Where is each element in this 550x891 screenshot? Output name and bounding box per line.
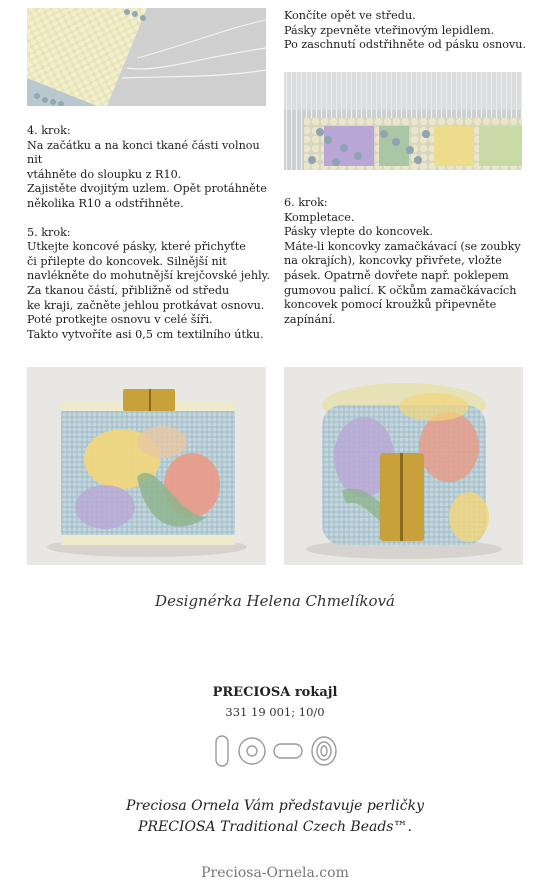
step4-line: vtáhněte do sloupku z R10. (27, 167, 182, 181)
step5-line: či přilepte do koncovek. Silnější nit (27, 254, 227, 268)
step6-line: zapínání. (284, 312, 336, 326)
step3-line: Pásky zpevněte vteřinovým lepidlem. (284, 23, 495, 37)
photo-bracelet-front (27, 367, 266, 565)
step5-heading: 5. krok: (27, 225, 71, 239)
step6-text (284, 196, 534, 327)
step5-line: Za tkanou částí, přibližně od středu (27, 283, 230, 297)
step5-line: ke kraji, začněte jehlou protkávat osnovu. (27, 298, 265, 312)
step6-line: Kompletace. (284, 210, 355, 224)
intro-line: Preciosa Ornela Vám představuje perličky (126, 798, 424, 814)
photo-bracelet-clasp (284, 367, 523, 565)
photo-loom-closeup (284, 72, 522, 170)
step6-heading: 6. krok: (284, 196, 328, 209)
step5-line: navlékněte do mohutnější krejčovské jehly. (27, 269, 271, 283)
bead-side-icon (216, 736, 228, 766)
step3-line: Po zaschnutí odstřihněte od pásku osnovu. (284, 38, 527, 52)
step5-line: Poté protkejte osnovu v celé šíři. (27, 313, 213, 327)
step3-line: Končíte opět ve středu. (284, 9, 416, 22)
designer-credit: Designérka Helena Chmelíková (155, 592, 395, 610)
bead-tube-icon (274, 744, 302, 758)
product-code: 331 19 001; 10/0 (225, 705, 325, 719)
step6-line: koncovek pomocí kroužků připevněte (284, 298, 497, 312)
step4-heading: 4. krok: (27, 124, 71, 137)
step6-line: pásek. Opatrně dovřete např. poklepem (284, 268, 509, 282)
step4-5-text (27, 124, 277, 342)
step4-line: několika R10 a odstřihněte. (27, 196, 184, 210)
step5-line: Utkejte koncové pásky, které přichyťte (27, 240, 246, 254)
step6-line: Máte-li koncovky zamačkávací (se zoubky (284, 239, 521, 253)
step4-line: Na začátku a na konci tkané části volnou nit (27, 138, 260, 167)
intro-line: PRECIOSA Traditional Czech Beads™. (138, 819, 412, 835)
intro-text (0, 796, 550, 838)
step6-line: Pásky vlepte do koncovek. (284, 225, 433, 239)
photo-weaving-closeup (27, 8, 266, 106)
product-title: PRECIOSA rokajl (212, 685, 338, 700)
step4-line: Zajistěte dvojitým uzlem. Opět protáhněte (27, 182, 267, 196)
website-link[interactable]: Preciosa-Ornela.com (201, 865, 349, 881)
step6-line: na okrajích), koncovky přivřete, vložte (284, 254, 502, 268)
bead-top-icon (239, 738, 265, 764)
bead-shape-icons (212, 733, 342, 769)
step3-end-text (284, 9, 534, 53)
step6-line: gumovou palicí. K očkům zamačkávacích (284, 283, 517, 297)
step5-line: Takto vytvoříte asi 0,5 cm textilního útku. (27, 327, 264, 341)
bead-ring-icon (312, 737, 336, 765)
